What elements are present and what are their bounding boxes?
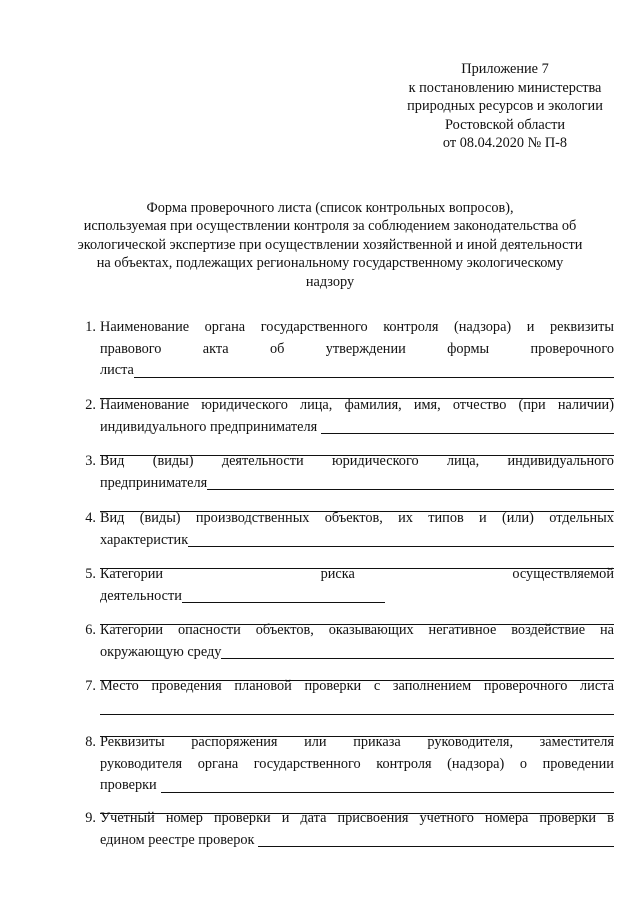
item-word: Категории [100, 622, 164, 638]
item-word: осуществляемой [512, 566, 614, 582]
item-word: контроля [383, 319, 439, 335]
item-word: государственного [253, 755, 361, 772]
item-word: и [479, 510, 487, 526]
fill-in-line[interactable] [134, 361, 614, 378]
item-word: негативное [428, 622, 497, 638]
appendix-line: Ростовской области [444, 116, 566, 133]
item-word: риска [320, 566, 355, 582]
item-text-justified [100, 732, 614, 754]
fill-in-line[interactable] [451, 473, 614, 490]
item-text-line [100, 417, 614, 439]
item-text-justified [100, 676, 614, 698]
item-word: Вид [100, 453, 125, 469]
title-line: экологической экспертизе при осуществлении хозяйственной и иной деятельности [77, 236, 583, 253]
item-word: имя, [413, 397, 441, 413]
item-word: проведении [542, 755, 614, 772]
fill-in-line[interactable] [544, 776, 614, 793]
item-word: дата [300, 810, 327, 826]
item-word: на [599, 622, 614, 638]
item-word: приказа [353, 734, 401, 750]
item-number: 9. [85, 810, 96, 826]
item-word: контроля [376, 755, 432, 772]
appendix-line: природных ресурсов и экологии [407, 98, 603, 114]
item-text-line [100, 642, 614, 664]
item-word: Вид [100, 510, 125, 526]
item-number: 1. [85, 319, 96, 335]
item-text-justified [100, 754, 614, 776]
item-word: заполнением [392, 678, 472, 694]
title-line: Форма проверочного листа (список контрольных вопросов), [146, 200, 514, 216]
form-item-7 [76, 676, 614, 741]
item-word: их [398, 510, 413, 526]
item-word: лица, [300, 397, 333, 413]
item-word: присвоения [337, 810, 409, 826]
item-text-justified [100, 317, 614, 339]
item-word: воздействие [511, 622, 586, 638]
item-word: Наименование [100, 319, 190, 335]
item-word: Реквизиты [100, 734, 165, 750]
item-text-line [100, 830, 614, 852]
item-word: (надзора) [447, 755, 505, 772]
item-number: 5. [85, 566, 96, 582]
item-word: утверждении [325, 340, 406, 357]
item-word: наличии) [557, 397, 614, 413]
item-number: 8. [85, 734, 96, 750]
item-word: индивидуального [507, 453, 614, 469]
item-word: Учетный [100, 810, 155, 826]
item-word: реквизиты [549, 319, 614, 335]
item-word: номер [165, 810, 203, 826]
item-text-justified [100, 451, 614, 473]
item-word: учетного [419, 810, 474, 826]
item-word: государственного [260, 319, 368, 335]
item-word: органа [197, 755, 239, 772]
item-text-justified [100, 808, 614, 830]
item-number: 4. [85, 510, 96, 526]
fill-in-line[interactable] [100, 698, 614, 715]
form-item-4 [76, 508, 614, 573]
item-word: проверки [213, 810, 271, 826]
item-word: (виды) [139, 510, 181, 526]
item-word: проверки [539, 810, 597, 826]
item-word: (надзора) [454, 319, 512, 335]
item-word: формы [447, 340, 490, 357]
item-word: об [269, 340, 285, 357]
title-line: используемая при осуществлении контроля за соблюдением законодательства об [83, 218, 577, 235]
fill-in-line[interactable] [221, 642, 614, 659]
item-number: 3. [85, 453, 96, 469]
item-word: листа [580, 678, 614, 694]
fill-in-line[interactable] [188, 530, 614, 547]
item-number: 6. [85, 622, 96, 638]
item-word: отчество [452, 397, 507, 413]
fill-in-line[interactable] [182, 586, 385, 603]
item-word: номера [484, 810, 529, 826]
item-text-justified [100, 395, 614, 417]
item-word: в [607, 810, 614, 826]
item-word: заместителя [539, 734, 614, 750]
item-text-line [100, 586, 614, 608]
item-word: Категории [100, 566, 164, 582]
fill-in-line[interactable] [207, 473, 451, 490]
item-word: юридического [201, 397, 288, 413]
item-label: листа [100, 362, 134, 378]
appendix-line: от 08.04.2020 № П-8 [442, 135, 568, 151]
item-text-justified [100, 508, 614, 530]
item-word: о [519, 755, 528, 772]
item-text-line [100, 473, 614, 495]
item-text-justified [100, 564, 614, 586]
item-text-justified [100, 339, 614, 361]
item-word: руководителя, [427, 734, 514, 750]
item-number: 2. [85, 397, 96, 413]
item-text-justified [100, 620, 614, 642]
item-word: Наименование [100, 397, 190, 413]
form-item-9 [76, 808, 614, 851]
fill-in-row [100, 698, 614, 720]
fill-in-line[interactable] [258, 830, 614, 847]
title-line: надзору [305, 273, 355, 290]
item-word: плановой [234, 678, 292, 694]
item-label: проверки [100, 777, 157, 793]
item-word: с [373, 678, 381, 694]
item-word: распоряжения [191, 734, 278, 750]
item-word: типов [428, 510, 464, 526]
form-item-2 [76, 395, 614, 460]
item-word: акта [202, 340, 229, 357]
form-item-6 [76, 620, 614, 685]
item-word: отдельных [549, 510, 614, 526]
form-item-3 [76, 451, 614, 516]
item-number: 7. [85, 678, 96, 694]
item-label: едином реестре проверок [100, 831, 255, 848]
item-word: проверки [304, 678, 362, 694]
item-text-line [100, 360, 614, 382]
item-word: или [304, 734, 327, 750]
fill-in-line[interactable] [161, 776, 544, 793]
form-item-8 [76, 732, 614, 818]
item-word: проведения [151, 678, 222, 694]
appendix-line: к постановлению министерства [408, 79, 602, 96]
item-word: лица, [446, 453, 480, 469]
title-line: на объектах, подлежащих региональному государственному экологическому [96, 255, 564, 272]
item-word: (или) [501, 510, 534, 526]
item-word: производственных [195, 510, 310, 526]
item-word: правового [100, 340, 162, 357]
item-label: индивидуального предпринимателя [100, 418, 318, 435]
form-item-1 [76, 317, 614, 403]
item-word: объектов, [324, 510, 383, 526]
item-word: проверочного [483, 678, 568, 694]
item-label: характеристик [100, 531, 189, 548]
item-word: юридического [331, 453, 419, 469]
form-item-5 [76, 564, 614, 629]
item-word: деятельности [221, 453, 304, 469]
item-word: органа [204, 319, 246, 335]
fill-in-line[interactable] [321, 417, 614, 434]
item-word: и [526, 319, 535, 335]
item-word: и [281, 810, 290, 826]
item-label: деятельности [100, 587, 182, 604]
item-word: фамилия, [344, 397, 402, 413]
form-title [40, 199, 620, 291]
item-word: (при [518, 397, 546, 413]
item-text-line [100, 530, 614, 552]
item-label: предпринимателя [100, 474, 208, 491]
item-word: руководителя [100, 755, 183, 772]
item-word: оказывающих [328, 622, 414, 638]
item-word: Место [100, 678, 139, 694]
item-word: объектов, [255, 622, 314, 638]
item-label: окружающую среду [100, 643, 222, 660]
item-text-line [100, 775, 614, 797]
appendix-line: Приложение 7 [461, 61, 549, 77]
appendix-header [380, 60, 630, 153]
item-word: проверочного [530, 340, 614, 357]
item-word: опасности [177, 622, 241, 638]
item-word: (виды) [152, 453, 194, 469]
